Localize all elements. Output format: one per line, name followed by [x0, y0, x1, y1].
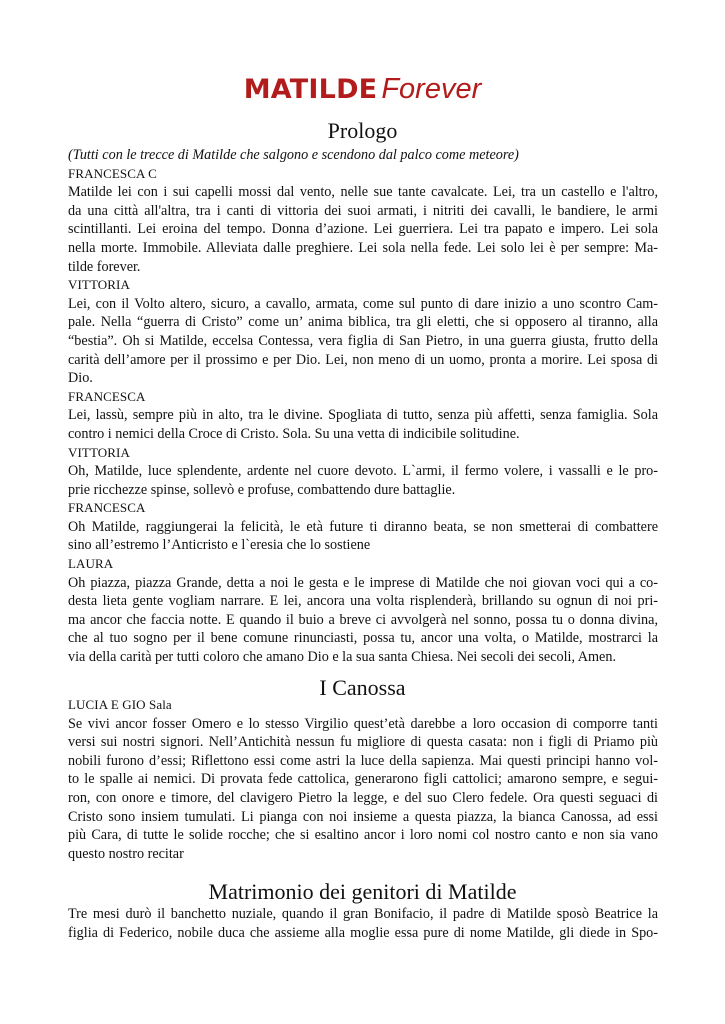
speech-block — [68, 574, 658, 667]
speech-block — [68, 295, 658, 388]
speech-line: ron, con onore e timore, del clavigero Pietro la legge, e del suo Clero fedele. Ora questi seguaci di — [68, 789, 658, 806]
speech-line: nella morte. Immobile. Alleviata dalle preghiere. Lei sola nella fede. Lei solo lei è per sempre: Ma- — [68, 239, 658, 256]
speech-line: più Cara, di tutte le solide rocche; che si esaltino ancor i loro nomi col nostro canto e non sia vano — [68, 827, 658, 844]
speech-line: ma ancor che faccia notte. E quando il buio a breve ci avvolgerà nel sonno, possa tu o donna divina, — [68, 611, 658, 628]
section-heading-canossa: I Canossa — [319, 675, 406, 700]
speech-line: pale. Nella “guerra di Cristo” come un’ anima biblica, tra gli eletti, che si opposero al tiranno, alla — [68, 314, 658, 331]
speaker-label: LUCIA E GIO Sala — [68, 697, 172, 712]
speech-line: to le spalle ai nemici. Di provata fede cattolica, generarono figli cattolici; amarono sempre, e segui- — [68, 771, 658, 788]
speech-line: desta lieta gente vogliam narrare. E lei, ancora una volta risplenderà, brillando su ognun di noi pri- — [68, 593, 658, 610]
speaker-label: VITTORIA — [68, 277, 130, 293]
speech-line: via della carità per tutti coloro che amano Dio e la sua santa Chiesa. Nei secoli dei secoli, Amen. — [68, 649, 616, 666]
speaker-label: VITTORIA — [68, 444, 130, 460]
canossa-body — [68, 696, 658, 863]
speaker-label: FRANCESCA — [68, 500, 146, 516]
speaker-label: FRANCESCA C — [68, 165, 157, 181]
speech-line: “bestia”. Oh si Matilde, eccelsa Contessa, vera figlia di San Pietro, in una guerra giusta, frutto della — [68, 332, 658, 349]
section-heading-prologo: Prologo — [327, 118, 398, 143]
speech-line: prie ricchezze spinse, sollevò e profuse, combattendo dure battaglie. — [68, 481, 456, 498]
speech-block — [68, 406, 658, 443]
speech-line: tilde forever. — [68, 258, 141, 275]
speech-line: Oh, Matilde, luce splendente, ardente nel cuore devoto. L`armi, il fermo volere, i vassalli e le pro- — [68, 463, 658, 480]
speech-line: Oh Matilde, raggiungerai la felicità, le età future ti diranno beata, se non smetterai di combattere — [68, 518, 658, 535]
speech-block — [68, 715, 658, 864]
speech-line: che al tuo sogno per il bene comune rinunciasti, possa tu, ancor una volta, o Matilde, mostrarci la — [68, 630, 658, 647]
speaker-label: FRANCESCA — [68, 388, 146, 404]
speech-block — [68, 462, 658, 499]
speech-line: da una città all'altra, tra i canti di vittoria dei suoi armati, i nitriti dei cavalli, le bandiere, le armi — [68, 202, 658, 219]
speech-line: sino all’estremo l’Anticristo e l`eresia che lo sostiene — [68, 537, 371, 554]
speech-line: contro i nemici della Croce di Cristo. Sola. Su una vetta di indicibile solitudine. — [68, 425, 520, 442]
speech-line: Cristo sono insiem tumulati. Li pianga con noi insieme a questa piazza, la bianca Canossa, ad essi — [68, 808, 658, 825]
section-heading-matrimonio: Matrimonio dei genitori di Matilde — [208, 879, 517, 904]
speech-line: nobili furono d’essi; Riflettono essi come astri la luce della sapienza. Mai questi principi hanno vol- — [68, 752, 658, 769]
speech-line: Dio. — [68, 370, 93, 387]
speech-block — [68, 905, 658, 942]
matrimonio-body — [68, 905, 658, 942]
speech-line: versi sui nostri signori. Nell’Antichità nessun fu migliore di questa casata: non i figli di Priamo più — [68, 734, 658, 751]
speech-line: Lei, lassù, sempre più in alto, tra le divine. Spogliata di tutto, senza più affetti, senza famiglia. Sola — [68, 407, 658, 424]
title-main: MATILDE — [243, 74, 378, 105]
speech-block — [68, 183, 658, 276]
stage-direction: (Tutti con le trecce di Matilde che salgono e scendono dal palco come meteore) — [68, 147, 519, 163]
speech-line: Tre mesi durò il banchetto nuziale, quando il gran Bonifacio, il padre di Matilde sposò Beatrice la — [68, 906, 658, 922]
title-sub: Forever — [381, 73, 482, 105]
speech-line: scintillanti. Lei eroina del tempo. Donna d’azione. Lei guerriera. Lei tra papato e impero. Lei sola — [68, 221, 658, 238]
document-title — [0, 66, 725, 117]
speech-line: Lei, con il Volto altero, sicuro, a cavallo, armata, come sul punto di dare inizio a uno scontro Cam- — [68, 295, 658, 312]
speech-line: figlia di Federico, nobile duca che assieme alla moglie essa pure di nome Matilde, gli diede in Spo- — [68, 924, 658, 941]
speaker-label: LAURA — [68, 556, 114, 572]
speech-line: Oh piazza, piazza Grande, detta a noi le gesta e le imprese di Matilde che noi giovan voci qui a co- — [68, 574, 658, 591]
speech-line: Se vivi ancor fosser Omero e lo stesso Virgilio quest’età darebbe a loro occasion di comporre tanti — [68, 715, 658, 732]
speech-block — [68, 518, 658, 555]
speech-line: carità dell’amore per il prossimo e per Dio. Lei, non meno di un uomo, pronta a morire. Lei sposa di — [68, 351, 658, 368]
prologo-body — [68, 146, 658, 667]
speech-line: questo nostro recitar — [68, 845, 184, 862]
speech-line: Matilde lei con i sui capelli mossi dal vento, nelle sue tante cavalcate. Lei, tra un castello e l'altro, — [68, 184, 658, 201]
